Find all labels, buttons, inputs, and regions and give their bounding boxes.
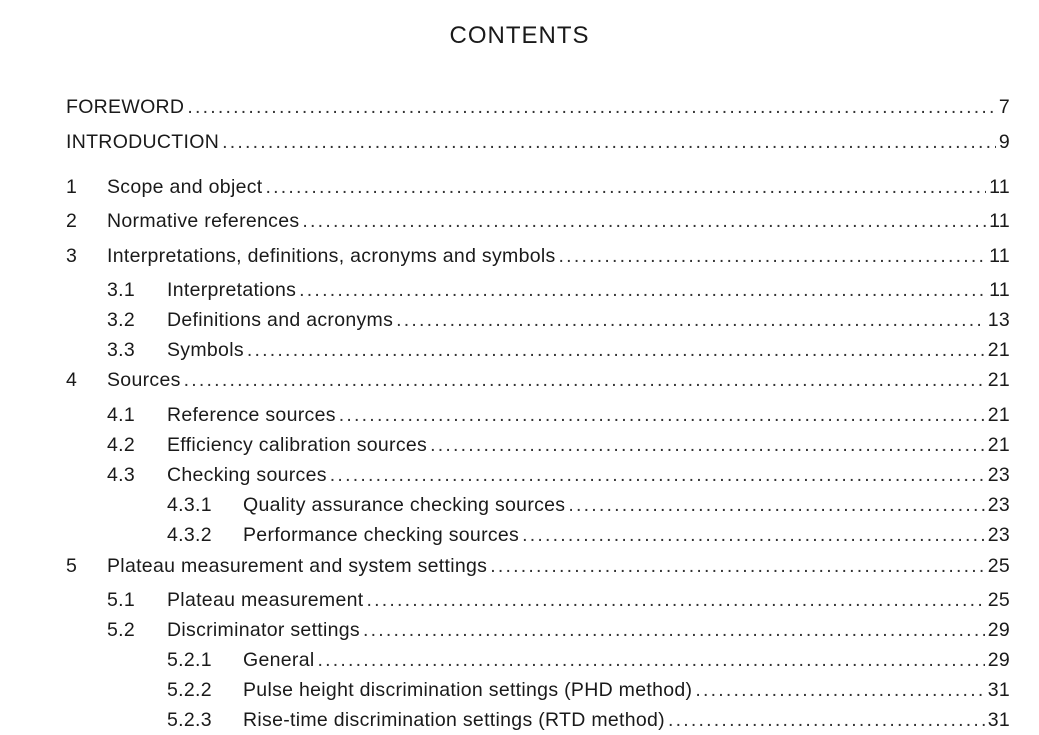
toc-entry-label: Sources (107, 369, 181, 391)
toc-entry-page: 31 (987, 709, 1010, 731)
toc-entry-label: Scope and object (107, 176, 263, 198)
toc-entry-3-3[interactable] (107, 337, 1010, 363)
toc-entry-page: 11 (989, 245, 1010, 267)
leader-dots (187, 94, 996, 120)
toc-entry-label: Quality assurance checking sources (243, 494, 566, 516)
toc-entry-number: 5.2.1 (167, 649, 212, 671)
toc-entry-label: Reference sources (167, 404, 336, 426)
toc-entry-5-2-3[interactable] (167, 707, 1010, 733)
toc-entry-label: Normative references (107, 210, 300, 232)
toc-entry-label: Efficiency calibration sources (167, 434, 428, 456)
leader-dots (522, 522, 985, 548)
toc-entry-introduction[interactable] (66, 129, 1010, 155)
toc-entry-5-2-2[interactable] (167, 677, 1010, 703)
leader-dots (559, 243, 987, 269)
toc-entry-page: 11 (989, 210, 1010, 232)
leader-dots (299, 277, 986, 303)
toc-entry-5-2-1[interactable] (167, 647, 1010, 673)
toc-entry-number: 4.2 (107, 434, 136, 456)
toc-entry-page: 7 (998, 96, 1010, 118)
leader-dots (339, 402, 985, 428)
toc-entry-page: 25 (987, 555, 1010, 577)
toc-entry-page: 21 (987, 434, 1010, 456)
toc-entry-label: INTRODUCTION (66, 131, 220, 153)
toc-entry-4-2[interactable] (107, 432, 1010, 458)
toc-entry-number: 3.3 (107, 339, 136, 361)
toc-entry-3[interactable] (66, 243, 1010, 269)
leader-dots (568, 492, 984, 518)
toc-entry-label: Rise-time discrimination settings (RTD method) (243, 709, 665, 731)
leader-dots (247, 337, 985, 363)
toc-entry-label: Interpretations, definitions, acronyms and symbols (107, 245, 556, 267)
toc-entry-4-3-1[interactable] (167, 492, 1010, 518)
toc-entry-number: 3.2 (107, 309, 136, 331)
leader-dots (668, 707, 985, 733)
toc-entry-3-1[interactable] (107, 277, 1010, 303)
toc-entry-label: Definitions and acronyms (167, 309, 394, 331)
leader-dots (302, 208, 986, 234)
toc-entry-number: 3.1 (107, 279, 136, 301)
toc-entry-number: 4.3.1 (167, 494, 212, 516)
toc-entry-4-3[interactable] (107, 462, 1010, 488)
leader-dots (330, 462, 985, 488)
leader-dots (317, 647, 984, 673)
toc-entry-number: 2 (66, 210, 78, 232)
leader-dots (222, 129, 996, 155)
page-title: CONTENTS (449, 22, 590, 49)
toc-entry-page: 29 (987, 649, 1010, 671)
toc-entry-5-1[interactable] (107, 587, 1010, 613)
toc-entry-label: Symbols (167, 339, 244, 361)
toc-entry-label: FOREWORD (66, 96, 185, 118)
toc-entry-label: Performance checking sources (243, 524, 520, 546)
toc-entry-number: 4.3.2 (167, 524, 212, 546)
leader-dots (366, 587, 984, 613)
toc-entry-page: 23 (987, 464, 1010, 486)
toc-entry-page: 21 (987, 339, 1010, 361)
leader-dots (184, 367, 985, 393)
toc-entry-number: 3 (66, 245, 78, 267)
leader-dots (363, 617, 985, 643)
toc-entry-page: 11 (989, 176, 1010, 198)
toc-entry-label: Discriminator settings (167, 619, 360, 641)
toc-entry-3-2[interactable] (107, 307, 1010, 333)
toc-entry-page: 23 (987, 524, 1010, 546)
toc-entry-label: Checking sources (167, 464, 327, 486)
toc-entry-page: 11 (989, 279, 1010, 301)
toc-entry-number: 1 (66, 176, 78, 198)
toc-entry-1[interactable] (66, 174, 1010, 200)
toc-entry-4-1[interactable] (107, 402, 1010, 428)
toc-entry-page: 25 (987, 589, 1010, 611)
toc-entry-4[interactable] (66, 367, 1010, 393)
toc-entry-number: 4 (66, 369, 78, 391)
toc-entry-5[interactable] (66, 553, 1010, 579)
toc-entry-label: General (243, 649, 315, 671)
leader-dots (396, 307, 985, 333)
toc-entry-foreword[interactable] (66, 94, 1010, 120)
toc-entry-label: Pulse height discrimination settings (PHD method) (243, 679, 693, 701)
leader-dots (266, 174, 987, 200)
toc-entry-page: 31 (987, 679, 1010, 701)
toc-entry-number: 4.3 (107, 464, 136, 486)
leader-dots (490, 553, 984, 579)
toc-entry-page: 21 (987, 404, 1010, 426)
toc-entry-number: 5 (66, 555, 78, 577)
toc-entry-label: Plateau measurement and system settings (107, 555, 488, 577)
toc-entry-5-2[interactable] (107, 617, 1010, 643)
toc-entry-page: 21 (987, 369, 1010, 391)
toc-entry-number: 5.2 (107, 619, 136, 641)
toc-entry-2[interactable] (66, 208, 1010, 234)
toc-entry-number: 5.2.3 (167, 709, 212, 731)
toc-entry-page: 9 (998, 131, 1010, 153)
toc-entry-page: 23 (987, 494, 1010, 516)
toc-entry-label: Interpretations (167, 279, 297, 301)
leader-dots (695, 677, 984, 703)
toc-entry-page: 13 (987, 309, 1010, 331)
toc-entry-number: 4.1 (107, 404, 136, 426)
toc-entry-page: 29 (987, 619, 1010, 641)
toc-entry-number: 5.1 (107, 589, 136, 611)
toc-entry-number: 5.2.2 (167, 679, 212, 701)
toc-entry-4-3-2[interactable] (167, 522, 1010, 548)
toc-entry-label: Plateau measurement (167, 589, 364, 611)
leader-dots (430, 432, 985, 458)
